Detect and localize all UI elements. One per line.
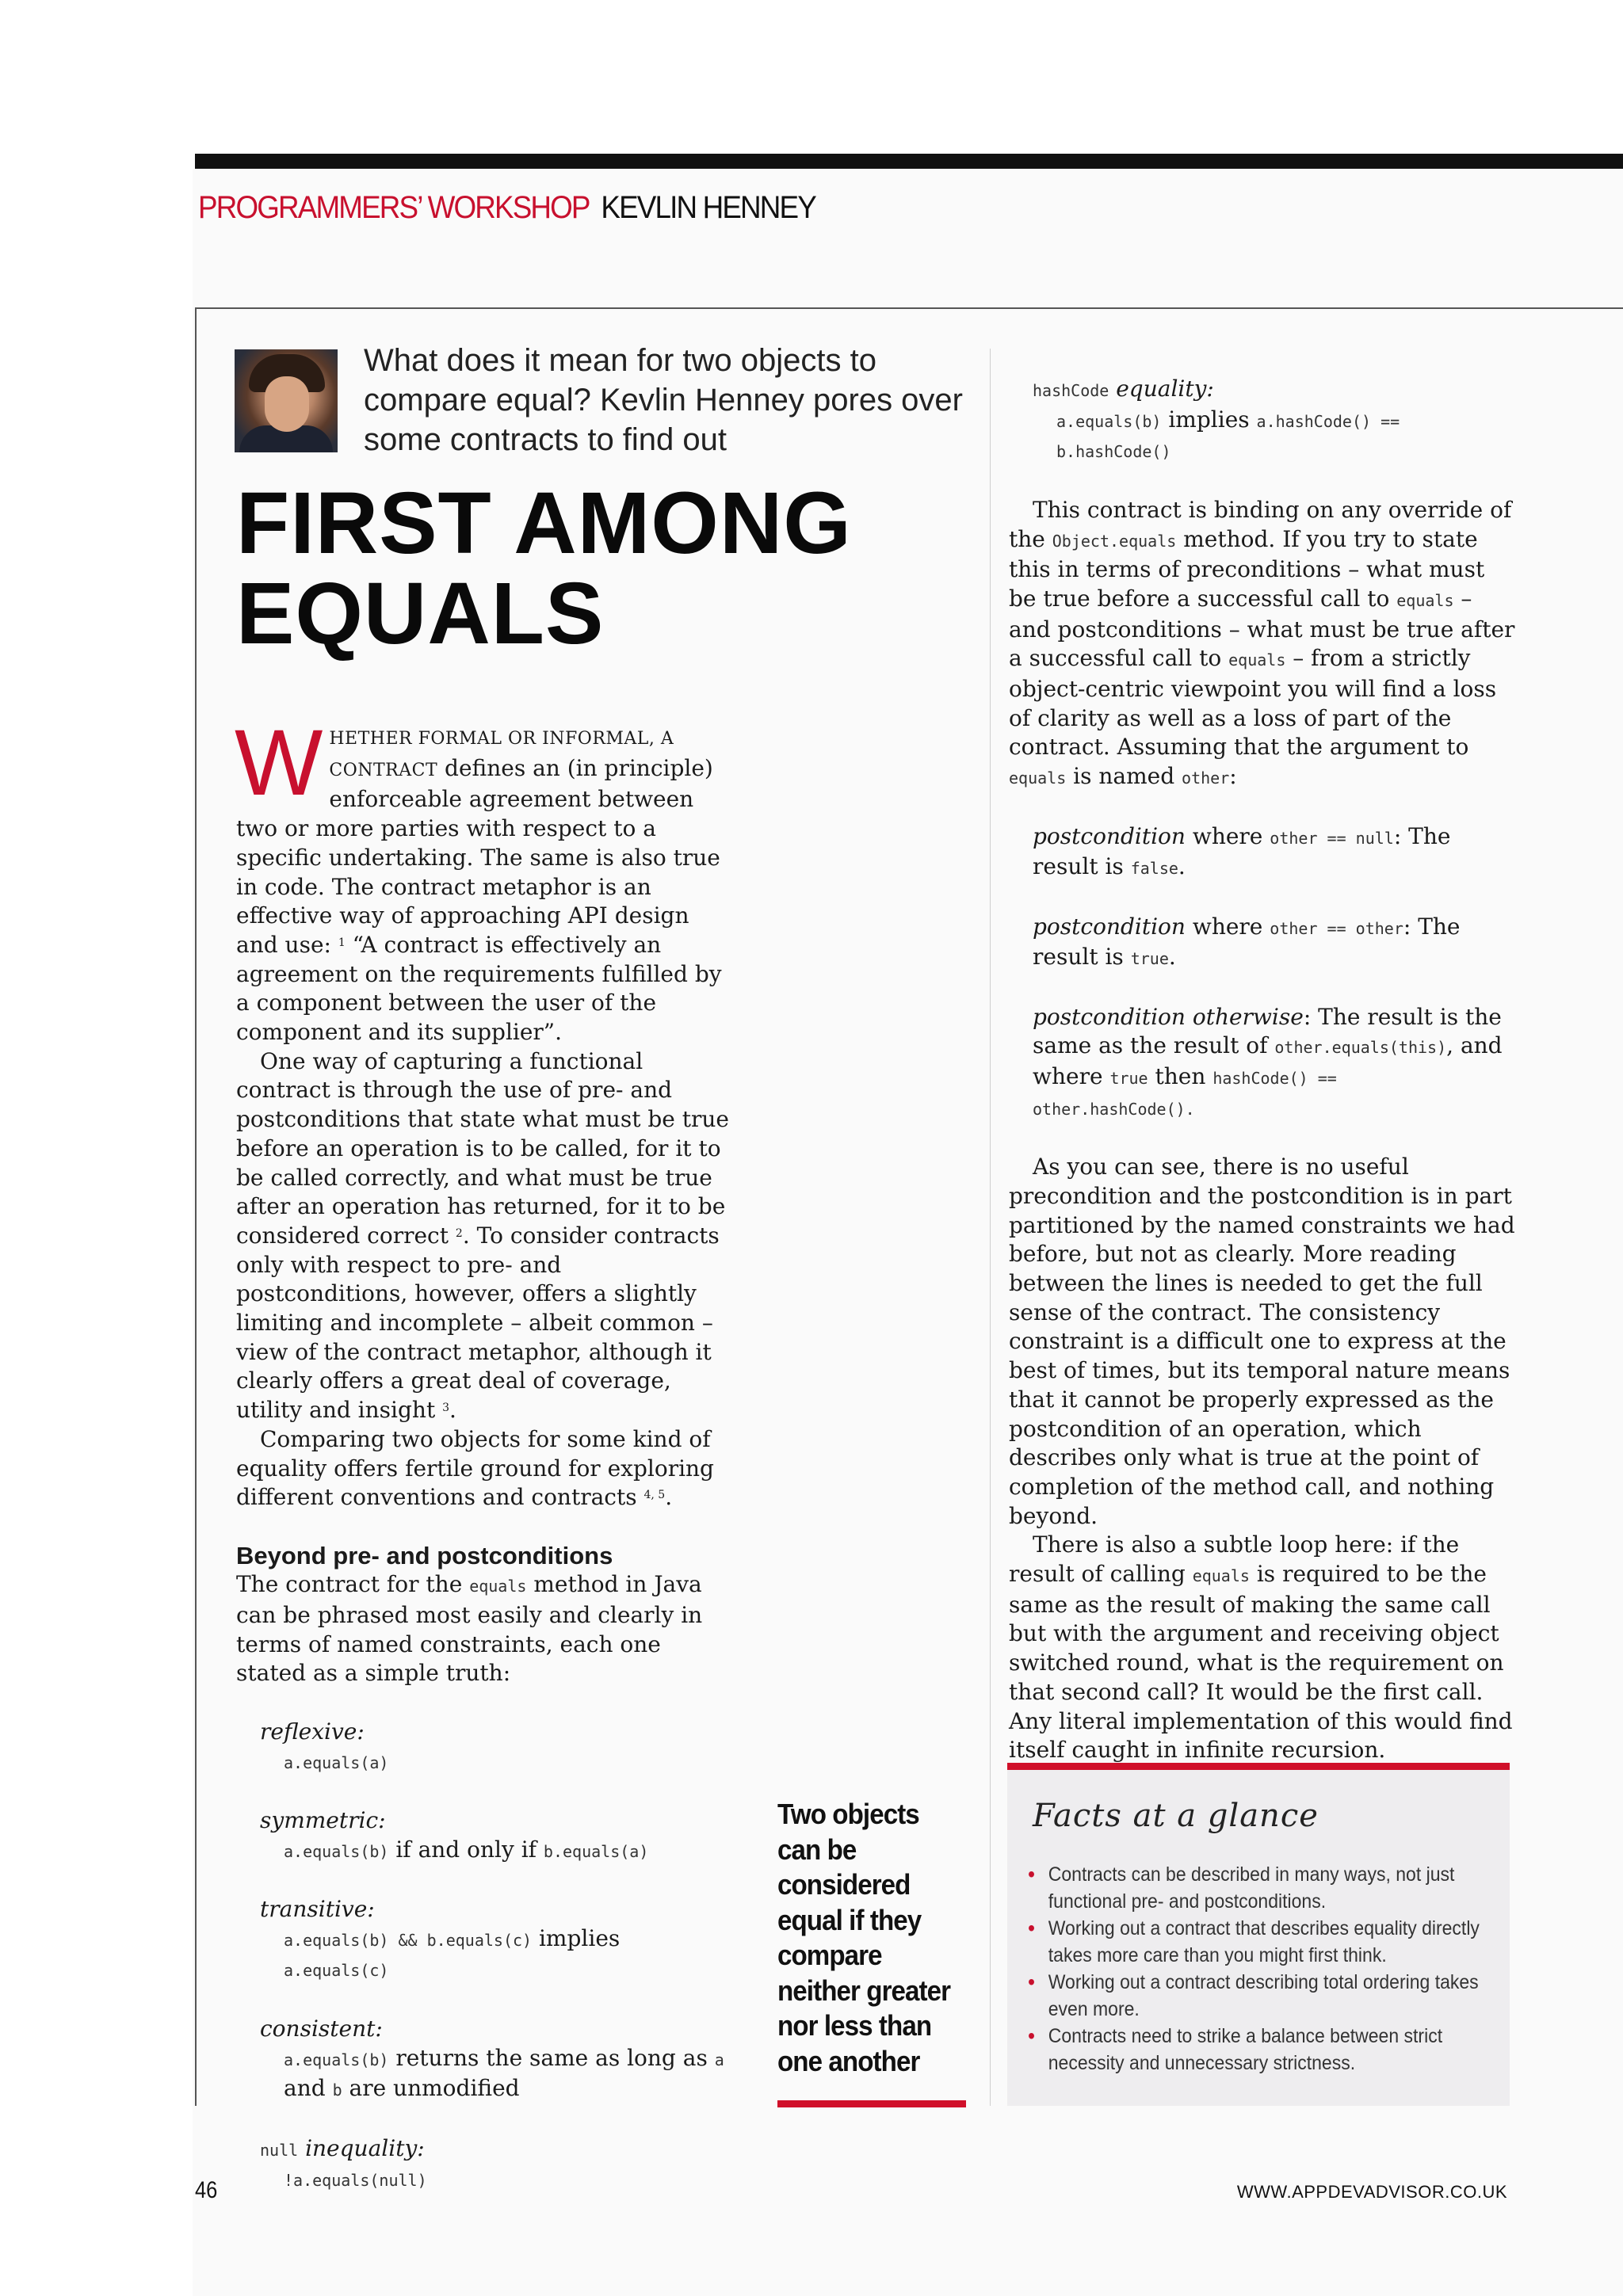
- top-rule: [195, 154, 1623, 169]
- headline-line-1: FIRST AMONG: [236, 475, 852, 572]
- section-name: PROGRAMMERS’ WORKSHOP: [198, 190, 590, 225]
- reference-3: 3: [442, 1402, 450, 1415]
- postcondition-1: postcondition where other == null: The result is false.: [1033, 822, 1451, 880]
- facts-item: • Working out a contract that describes equality directly takes more care than you might first think.: [1028, 1915, 1513, 1969]
- rule-transitive-name: transitive:: [260, 1896, 375, 1923]
- rule-consistent-expr: a.equals(b) returns the same as long as a and b are unmodified: [284, 2044, 724, 2102]
- standfirst: What does it mean for two objects to compare equal? Kevlin Henney pores over some contracts to find out: [364, 343, 963, 457]
- paragraph-contract-binding: This contract is binding on any override of the Object.equals method. If you try to state this in terms of preconditions – what must be true before a successful call to equals – and postconditions – what must be true after a successful call to equals – from a strictly object-centric viewpoint you will find a loss of clarity as well as a loss of part of the contract. Assuming that the argument to equals is named other:: [1009, 496, 1515, 790]
- facts-list: [1028, 1861, 1495, 2077]
- postcondition-3: postcondition otherwise: The result is the same as the result of other.equals(this), and where true then hashCode() == other.hashCode().: [1033, 1003, 1503, 1119]
- reference-1: 1: [338, 936, 346, 949]
- rule-symmetric-name: symmetric:: [260, 1806, 386, 1833]
- reference-4-5: 4, 5: [643, 1489, 666, 1502]
- dropcap: W: [235, 711, 323, 815]
- facts-item: • Working out a contract describing total ordering takes even more.: [1028, 1969, 1513, 2023]
- frame-left-line: [195, 307, 197, 2106]
- rule-reflexive-expr: a.equals(a): [284, 1753, 389, 1772]
- rule-symmetric-expr: a.equals(b) if and only if b.equals(a): [284, 1836, 649, 1863]
- body-column-2: [1009, 375, 1516, 1794]
- rule-hashcode-name: hashCode equality:: [1033, 376, 1214, 402]
- header-author: KEVLIN HENNEY: [601, 190, 815, 225]
- intro-smallcaps: HETHER FORMAL OR INFORMAL, A CONTRACT: [329, 729, 674, 780]
- rule-reflexive-name: reflexive:: [260, 1718, 365, 1745]
- author-photo: [235, 349, 338, 452]
- footer-url: WWW.APPDEVADVISOR.CO.UK: [1236, 2182, 1507, 2202]
- rule-consistent-name: consistent:: [260, 2015, 383, 2042]
- facts-item: • Contracts need to strike a balance between strict necessity and unnecessary strictness.: [1028, 2023, 1513, 2077]
- subheading: Beyond pre- and postconditions: [236, 1541, 613, 1569]
- rule-null-inequality-expr: !a.equals(null): [284, 2171, 427, 2191]
- pull-quote: [777, 1797, 968, 2079]
- paragraph-2: One way of capturing a functional contract is through the use of pre- and postconditions that state what must be true before an operation is to be called, for it to be called correctly, and what must be true after an operation has returned, for it to be considered correct $^2$. To consider contracts only with respect to pre- and postconditions, however, offers a slightly limiting and incomplete – albeit common – view of the contract metaphor, although it clearly offers a great deal of coverage, utility and insight $^3$.: [236, 1047, 729, 1424]
- paragraph-3: Comparing two objects for some kind of equality offers fertile ground for exploring different conventions and contracts $^{4, 5}$.: [236, 1425, 714, 1511]
- headline: [236, 475, 973, 662]
- reference-2: 2: [455, 1226, 463, 1240]
- pull-quote-text: Two objects can be considered equal if they compare neither greater nor less than one another: [777, 1798, 951, 2077]
- rule-transitive-expr: a.equals(b) && b.equals(c) implies a.equals(c): [284, 1924, 621, 1981]
- paragraph-subtle-loop: There is also a subtle loop here: if the result of calling equals is required to be the same as the result of making the same call but with the argument and receiving object switched round, what is the requirement on that second call? It would be the first call. Any literal implementation of this would find itself caught in infinite recursion.: [1009, 1531, 1513, 1764]
- page-number: 46: [195, 2177, 218, 2203]
- column-divider: [990, 349, 991, 2106]
- facts-title: Facts at a glance: [1033, 1798, 1319, 1834]
- paragraph-intro: WHETHER FORMAL OR INFORMAL, A CONTRACT defines an (in principle) enforceable agreement between two or more parties with respect to a specific undertaking. The same is also true in code. The contract metaphor is an effective way of approaching API design and use: $^1$ “A contract is effectively an agreement on the requirements fulfilled by a component between the user of the component and its supplier”.: [235, 711, 722, 1046]
- pull-quote-bar: [777, 2100, 966, 2107]
- facts-item: • Contracts can be described in many ways, not just functional pre- and postconditions.: [1028, 1861, 1513, 1915]
- frame-top-line: [195, 307, 1623, 309]
- facts-bar: [1007, 1763, 1510, 1770]
- rule-null-inequality-name: null inequality:: [260, 2134, 425, 2161]
- facts-box: [1007, 1763, 1510, 2106]
- rule-hashcode-expr: a.equals(b) implies a.hashCode() == b.hashCode(): [1056, 406, 1400, 462]
- headline-line-2: EQUALS: [236, 565, 605, 662]
- section-header: [198, 190, 815, 226]
- paragraph-no-precondition: As you can see, there is no useful precondition and the postcondition is in part partitioned by the named constraints we had before, but not as clearly. More reading between the lines is needed to get the full sense of the contract. The consistency constraint is a difficult one to express at the best of times, but its temporal nature means that it cannot be properly expressed as the postcondition of an operation, which describes only what is true at the point of completion of the method call, and nothing beyond.: [1009, 1154, 1515, 1529]
- body-column-1: [235, 711, 735, 2195]
- paragraph-4: The contract for the equals method in Java can be phrased most easily and clearly in terms of named constraints, each one stated as a simple truth:: [236, 1571, 703, 1687]
- postcondition-2: postcondition where other == other: The result is true.: [1033, 913, 1461, 971]
